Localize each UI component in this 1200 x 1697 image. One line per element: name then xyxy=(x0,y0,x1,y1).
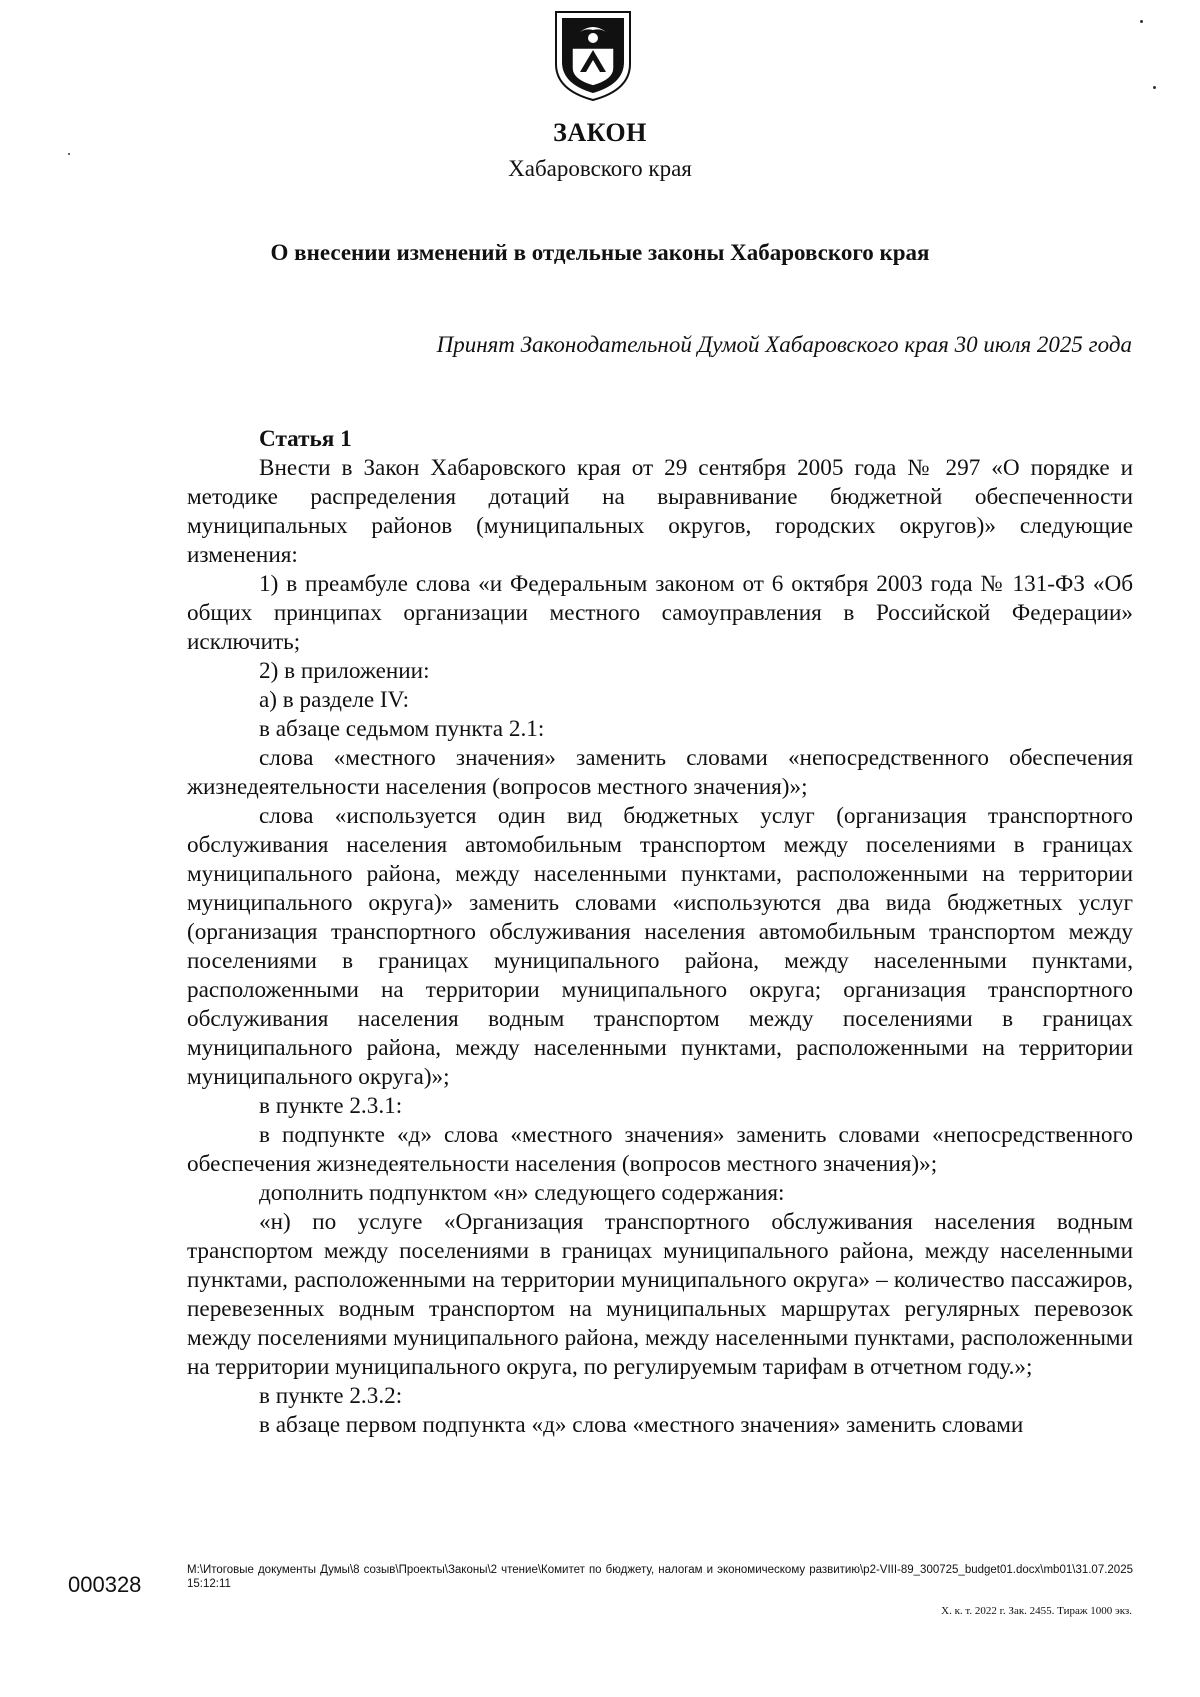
article-paragraph: в подпункте «д» слова «местного значения» заменить словами «непосредственного обеспечения жизнедеятельности населения (вопросов местного значения)»; xyxy=(187,1122,1133,1177)
file-path-note: M:\Итоговые документы Думы\8 созыв\Проекты\Законы\2 чтение\Комитет по бюджету, налогам и экономическому развитию\р2-VIII-89_300725_budget01.docx\mb01\31.07.2025 15:12:11 xyxy=(187,1564,1133,1590)
article-paragraph: в абзаце седьмом пункта 2.1: xyxy=(259,716,545,742)
article-paragraph: слова «местного значения» заменить словами «непосредственного обеспечения жизнедеятельности населения (вопросов местного значения)»; xyxy=(187,745,1133,800)
article-paragraph: 1) в преамбуле слова «и Федеральным законом от 6 октября 2003 года № 131-ФЗ «Об общих принципах организации местного самоуправления в Российской Федерации» исключить; xyxy=(187,571,1133,655)
article-paragraph: Внести в Закон Хабаровского края от 29 сентября 2005 года № 297 «О порядке и методике распределения дотаций на выравнивание бюджетной обеспеченности муниципальных районов (муниципальных округов, городских округов)» следующие изменения: xyxy=(187,455,1133,568)
print-info: Х. к. т. 2022 г. Зак. 2455. Тираж 1000 экз. xyxy=(941,1605,1132,1617)
article-paragraph: 2) в приложении: xyxy=(259,658,430,684)
article-heading: Статья 1 xyxy=(259,426,352,452)
law-title: О внесении изменений в отдельные законы Хабаровского края xyxy=(270,240,930,265)
article-body xyxy=(187,425,1133,1440)
article-paragraph: слова «используется один вид бюджетных услуг (организация транспортного обслуживания населения автомобильным транспортом между поселениями в границах муниципального района, между населенными пунктами, расположенными на территории муниципального округа)» заменить словами «используются два вида бюджетных услуг (организация транспортного обслуживания населения автомобильным транспортом между поселениями в границах муниципального района, между населенными пунктами, расположенными на территории муниципального округа; организация транспортного обслуживания населения водным транспортом между поселениями в границах муниципального района, между населенными пунктами, расположенными на территории муниципального округа)»; xyxy=(187,803,1133,1090)
law-heading: ЗАКОН xyxy=(553,118,647,147)
article-paragraph: «н) по услуге «Организация транспортного обслуживания населения водным транспортом между поселениями в границах муниципального района, между населенными пунктами, расположенными на территории муниципального округа» – количество пассажиров, перевезенных водным транспортом на муниципальных маршрутах регулярных перевозок между поселениями муниципального района, между населенными пунктами, расположенными на территории муниципального округа, по регулируемым тарифам в отчетном году.»; xyxy=(187,1209,1133,1380)
scan-speck xyxy=(1140,20,1143,23)
article-paragraph: в абзаце первом подпункта «д» слова «местного значения» заменить словами xyxy=(259,1412,1024,1438)
document-number: 000328 xyxy=(68,1572,142,1597)
article-paragraph: а) в разделе IV: xyxy=(259,687,410,713)
adoption-note: Принят Законодательной Думой Хабаровского края 30 июля 2025 года xyxy=(436,332,1132,357)
scan-speck xyxy=(68,153,70,155)
region-name: Хабаровского края xyxy=(508,156,692,181)
coat-of-arms-icon xyxy=(550,8,636,102)
article-paragraph: дополнить подпунктом «н» следующего содержания: xyxy=(259,1180,785,1206)
article-paragraph: в пункте 2.3.1: xyxy=(259,1093,403,1119)
scan-speck xyxy=(1153,86,1156,89)
article-paragraph: в пункте 2.3.2: xyxy=(259,1383,403,1409)
